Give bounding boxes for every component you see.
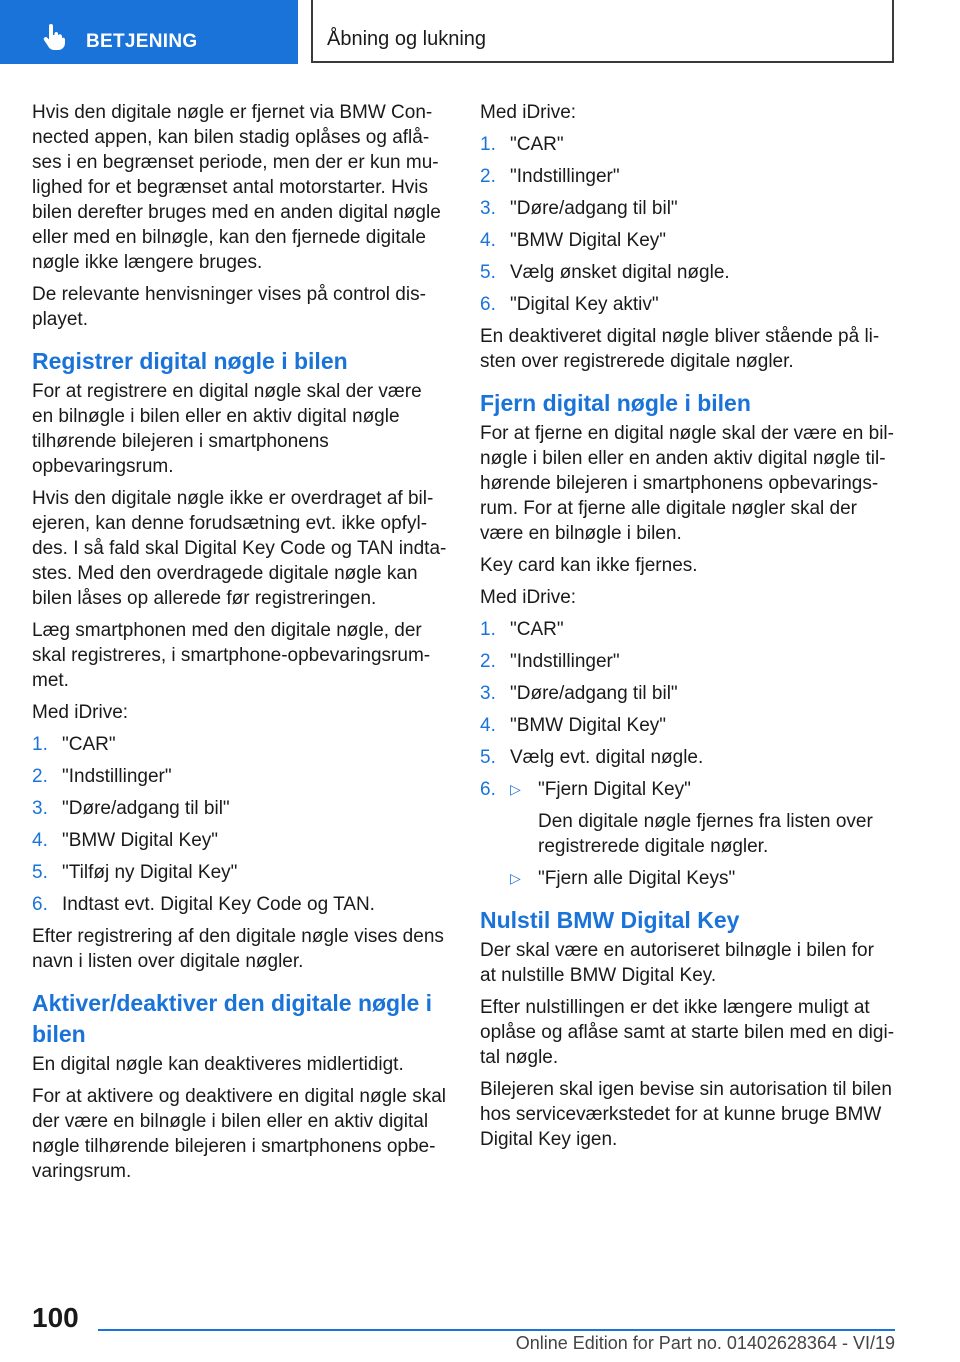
list-item: [480, 649, 895, 674]
step-number: 5.: [32, 862, 48, 883]
sub-option-text: "Fjern Digital Key": [538, 779, 691, 800]
list-item: [480, 713, 895, 738]
paragraph: De relevante henvisninger vises på control displayet.: [32, 284, 426, 330]
step-text: "BMW Digital Key": [62, 830, 219, 851]
list-item: [32, 828, 447, 853]
step-number: 1.: [480, 134, 496, 155]
step-number: 4.: [480, 230, 496, 251]
list-item: [480, 292, 895, 317]
heading-reset: Nulstil BMW Digital Key: [480, 907, 740, 933]
step-text: "Tilføj ny Digital Key": [62, 862, 238, 883]
triangle-bullet-icon: ▷: [510, 781, 521, 797]
paragraph: Med iDrive:: [480, 587, 577, 608]
list-item: [32, 796, 447, 821]
paragraph: Med iDrive:: [480, 102, 577, 123]
step-number: 1.: [480, 619, 496, 640]
step-text: "CAR": [510, 134, 564, 155]
list-item: [480, 681, 895, 706]
step-text: "Døre/adgang til bil": [62, 798, 230, 819]
step-number: 2.: [480, 651, 496, 672]
step-text: Vælg ønsket digital nøgle.: [510, 262, 730, 283]
step-number: 2.: [32, 766, 48, 787]
section-tab: [0, 0, 298, 64]
list-item: [480, 196, 895, 221]
step-text: "Digital Key aktiv": [510, 294, 659, 315]
paragraph: For at fjerne en digital nøgle skal der være en bilnøgle i bilen eller en anden aktiv digital nøgle tilhørende bilejeren i smartphonens opbevaringsrum. For at fjerne alle digitale nøgler skal der være en bilnøgle i bilen.: [480, 423, 894, 544]
step-number: 6.: [480, 294, 496, 315]
left-column: [32, 100, 447, 1191]
paragraph: For at aktivere og deaktivere en digital nøgle skal der være en bilnøgle i bilen eller en aktiv digital nøgle tilhørende bilejeren i smartphonens opbevaringsrum.: [32, 1086, 446, 1182]
list-item: [480, 260, 895, 285]
chapter-title: Åbning og lukning: [327, 28, 487, 50]
step-text: "Døre/adgang til bil": [510, 198, 678, 219]
step-number: 3.: [480, 198, 496, 219]
step-text: "BMW Digital Key": [510, 715, 667, 736]
list-item: [480, 745, 895, 770]
sub-option-description: Den digitale nøgle fjernes fra listen over registrerede digitale nøgler.: [538, 811, 873, 857]
step-number: 3.: [32, 798, 48, 819]
step-text: "CAR": [510, 619, 564, 640]
sub-option-text: "Fjern alle Digital Keys": [538, 868, 736, 889]
step-number: 1.: [32, 734, 48, 755]
heading-register: Registrer digital nøgle i bilen: [32, 348, 348, 374]
list-item: [32, 860, 447, 885]
list-item: [480, 777, 895, 891]
triangle-bullet-icon: ▷: [510, 870, 521, 886]
paragraph: For at registrere en digital nøgle skal der være en bilnøgle i bilen eller en aktiv digital nøgle tilhørende bilejeren i smartphonens opbevaringsrum.: [32, 381, 422, 477]
paragraph: Efter registrering af den digitale nøgle vises dens navn i listen over digitale nøgler.: [32, 926, 444, 972]
list-item: [480, 617, 895, 642]
step-text: "BMW Digital Key": [510, 230, 667, 251]
step-text: Vælg evt. digital nøgle.: [510, 747, 704, 768]
step-number: 6.: [32, 894, 48, 915]
step-text: "Indstillinger": [510, 651, 620, 672]
sub-option: [510, 866, 895, 891]
footer-edition: Online Edition for Part no. 01402628364 - VI/19: [515, 1333, 895, 1353]
step-number: 2.: [480, 166, 496, 187]
step-text: Indtast evt. Digital Key Code og TAN.: [62, 894, 375, 915]
sub-option: [510, 777, 895, 802]
paragraph: Læg smartphonen med den digitale nøgle, der skal registreres, i smartphone-opbevaringsrummet.: [32, 620, 431, 691]
step-number: 3.: [480, 683, 496, 704]
step-number: 5.: [480, 747, 496, 768]
list-item: [480, 132, 895, 157]
chapter-header: [311, 0, 894, 63]
paragraph: En deaktiveret digital nøgle bliver stående på listen over registrerede digitale nøgler.: [480, 326, 880, 372]
paragraph: Efter nulstillingen er det ikke længere muligt at oplåse og aflåse samt at starte bilen med en digital nøgle.: [480, 997, 895, 1068]
list-item: [480, 228, 895, 253]
hand-pointer-icon: [40, 24, 66, 50]
paragraph: Hvis den digitale nøgle ikke er overdraget af bilejeren, kan denne forudsætning evt. ikke opfyldes. I så fald skal Digital Key Code og TAN indtastes. Med den overdragede digitale nøgle kan bilen låses op allerede før registreringen.: [32, 488, 447, 609]
heading-activate: Aktiver/deaktiver den digitale nøgle i bilen: [32, 990, 433, 1047]
step-text: "Indstillinger": [510, 166, 620, 187]
paragraph: Hvis den digitale nøgle er fjernet via BMW Connected appen, kan bilen stadig oplåses og aflåses i en begrænset periode, men der er kun mulighed for et begrænset antal motorstarter. Hvis bilen derefter bruges med en anden digital nøgle eller med en bilnøgle, kan den fjernede digitale nøgle ikke længere bruges.: [32, 102, 441, 273]
step-text: "Døre/adgang til bil": [510, 683, 678, 704]
right-column: [480, 100, 895, 1159]
steps-register: [32, 732, 447, 917]
step-number: 4.: [480, 715, 496, 736]
step-text: "Indstillinger": [62, 766, 172, 787]
paragraph: Bilejeren skal igen bevise sin autorisation til bilen hos serviceværkstedet for at kunne bruge BMW Digital Key igen.: [480, 1079, 892, 1150]
list-item: [32, 732, 447, 757]
step-number: 6.: [480, 779, 496, 800]
steps-remove: [480, 617, 895, 891]
list-item: [32, 892, 447, 917]
step-number: 5.: [480, 262, 496, 283]
steps-activate: [480, 132, 895, 317]
paragraph: Key card kan ikke fjernes.: [480, 555, 698, 576]
list-item: [480, 164, 895, 189]
paragraph: En digital nøgle kan deaktiveres midlertidigt.: [32, 1054, 404, 1075]
list-item: [32, 764, 447, 789]
paragraph: Der skal være en autoriseret bilnøgle i bilen for at nulstille BMW Digital Key.: [480, 940, 874, 986]
footer-divider: [98, 1329, 895, 1331]
paragraph: Med iDrive:: [32, 702, 129, 723]
section-label: BETJENING: [86, 31, 198, 52]
step-number: 4.: [32, 830, 48, 851]
heading-remove: Fjern digital nøgle i bilen: [480, 390, 751, 416]
step-text: "CAR": [62, 734, 116, 755]
page-number: 100: [32, 1302, 79, 1333]
